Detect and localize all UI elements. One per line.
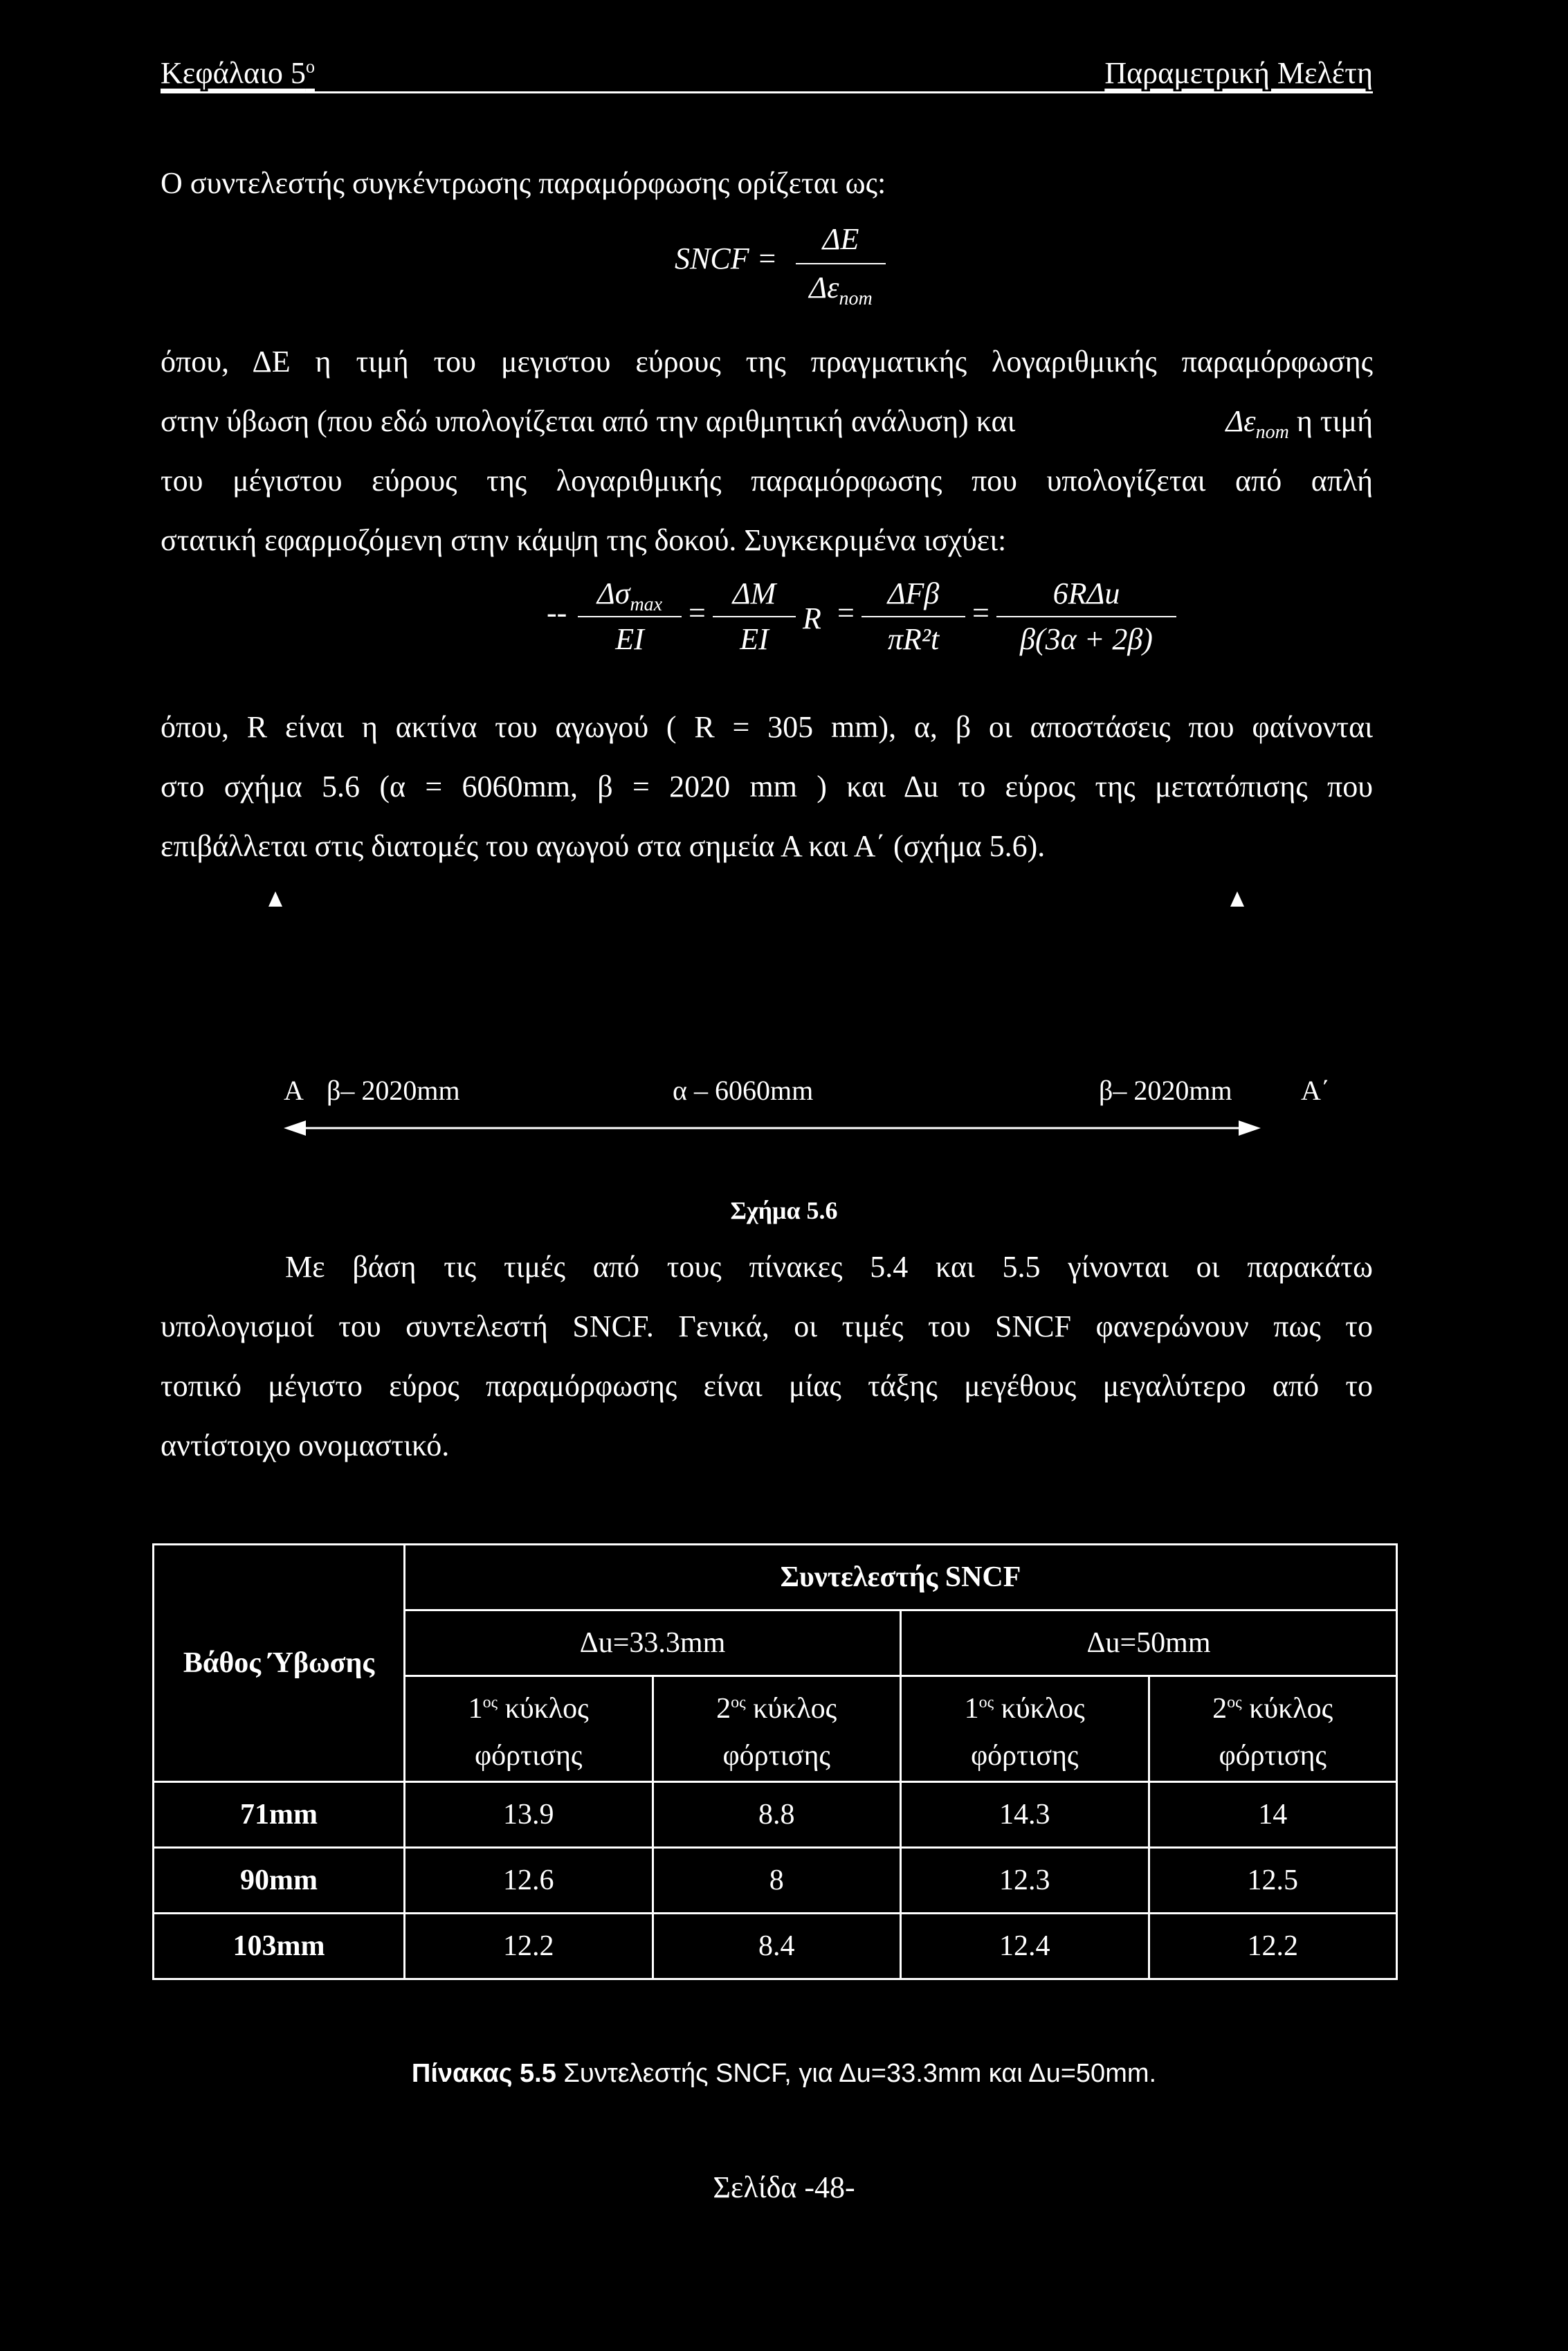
formula-sncf-numerator: ΔΕ <box>822 222 859 256</box>
table-row: 71mm 13.9 8.8 14.3 14 <box>154 1782 1397 1848</box>
intro-text: Ο συντελεστής συγκέντρωσης παραμόρφωσης ορίζεται ως: <box>161 166 886 200</box>
table-corner-header: Βάθος Ύβωσης <box>154 1545 405 1782</box>
table-group-50mm: Δu=50mm <box>901 1610 1397 1676</box>
para3-line1: Με βάση τις τιμές από τους πίνακες 5.4 και 5.5 γίνονται οι παρακάτω <box>285 1250 1373 1284</box>
para2-line3: επιβάλλεται στις διατομές του αγωγού στα σημεία Α και Α΄ (σχήμα 5.6). <box>161 829 1046 863</box>
page-number: Σελίδα -48- <box>713 2170 855 2204</box>
table-subheader: $2^{o\varsigma}$ κύκλος φόρτισης <box>653 1676 901 1782</box>
para3-line3: τοπικό μέγιστο εύρος παραμόρφωσης είναι μίας τάξης μεγέθους μεγαλύτερο από το <box>161 1369 1373 1403</box>
figure-caption: Σχήμα 5.6 <box>730 1197 838 1224</box>
table-subheader: $1^{o\varsigma}$ κύκλος φόρτισης <box>405 1676 653 1782</box>
table-group-33mm: Δu=33.3mm <box>405 1610 901 1676</box>
point-a-prime-label: Α΄ <box>1301 1075 1331 1106</box>
para3-line4: αντίστοιχο ονομαστικό. <box>161 1428 450 1462</box>
para1-line3: του μέγιστου εύρους της λογαριθμικής παραμόρφωσης που υπολογίζεται από απλή <box>161 464 1373 498</box>
para1-line2: στην ύβωση (που εδώ υπολογίζεται από την αριθμητική ανάλυση) και $\Delta\varepsilon_{nom}$ η τιμή <box>161 404 1373 443</box>
dim-beta-left: β– 2020mm <box>327 1075 460 1106</box>
section-header: Παραμετρική Μελέτη <box>1104 56 1373 90</box>
para2-line2: στο σχήμα 5.6 (α = 6060mm, β = 2020 mm ) και Δu το εύρος της μετατόπισης που <box>161 770 1373 804</box>
para1-line1: όπου, ΔΕ η τιμή του μεγιστου εύρους της πραγματικής λογαριθμικής παραμόρφωσης <box>161 345 1373 379</box>
para1-line4: στατική εφαρμοζόμενη στην κάμψη της δοκού. Συγκεκριμένα ισχύει: <box>161 523 1007 557</box>
table-caption: Πίνακας 5.5 Συντελεστής SNCF, για Δu=33.3mm και Δu=50mm. <box>411 2059 1157 2088</box>
para2-line1: όπου, R είναι η ακτίνα του αγωγού ( R = 305 mm), α, β οι αποστάσεις που φαίνονται <box>161 710 1373 744</box>
table-subheader: $2^{o\varsigma}$ κύκλος φόρτισης <box>1149 1676 1397 1782</box>
formula-sncf-lhs: SNCF = <box>675 242 778 275</box>
dim-beta-right: β– 2020mm <box>1099 1075 1232 1106</box>
para3-line2: υπολογισμοί του συντελεστή SNCF. Γενικά, οι τιμές του SNCF φανερώνουν πως το <box>161 1309 1373 1343</box>
table-subheader: $1^{o\varsigma}$ κύκλος φόρτισης <box>901 1676 1149 1782</box>
table-row: 90mm 12.6 8 12.3 12.5 <box>154 1848 1397 1914</box>
sncf-table <box>152 1543 1398 1980</box>
table-title: Συντελεστής SNCF <box>405 1545 1397 1610</box>
chapter-header: Κεφάλαιο $5^o$ <box>161 56 315 90</box>
point-a-label: Α <box>284 1075 304 1106</box>
formula-sncf-denominator: $\Delta\varepsilon_{nom}$ <box>809 271 873 309</box>
table-row: 103mm 12.2 8.4 12.4 12.2 <box>154 1914 1397 1979</box>
dim-alpha: α – 6060mm <box>673 1075 814 1106</box>
